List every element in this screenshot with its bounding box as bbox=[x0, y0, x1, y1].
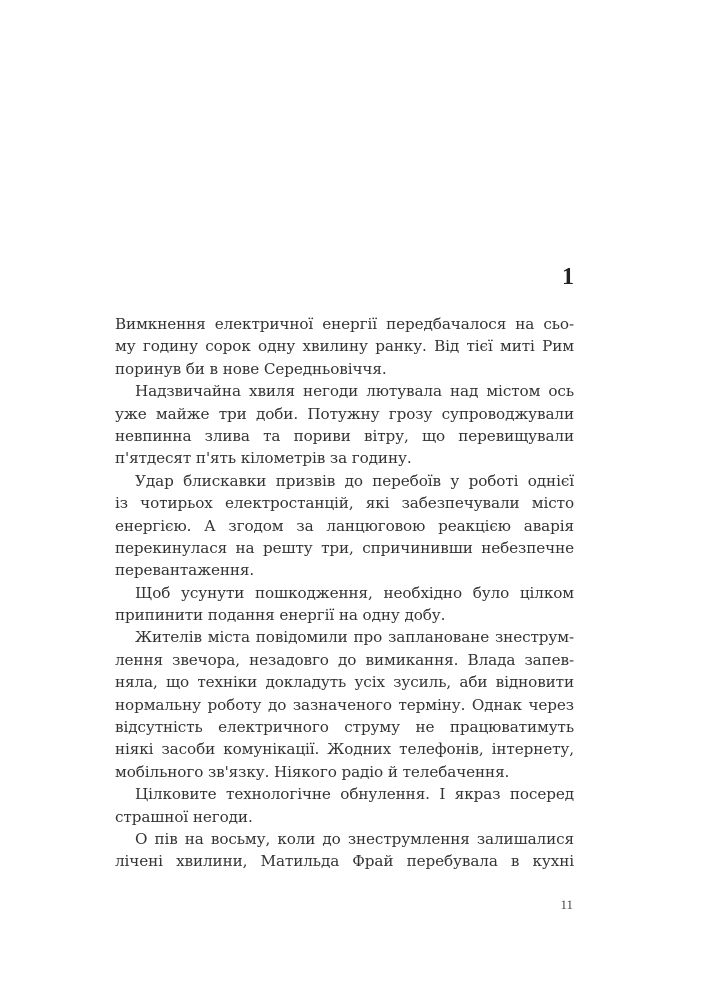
text-line: му годину сорок одну хвилину ранку. Від тієї миті Рим bbox=[115, 337, 574, 356]
page-number: 11 bbox=[560, 897, 573, 912]
text-line: мобільного зв'язку. Ніякого радіо й телебачення. bbox=[115, 762, 510, 781]
text-line: лення звечора, незадовго до вимикання. Влада запев- bbox=[115, 650, 574, 669]
text-line: страшної негоди. bbox=[115, 807, 253, 826]
text-line: поринув би в нове Середньовіччя. bbox=[115, 359, 387, 378]
text-line: нормальну роботу до зазначеного терміну. Однак через bbox=[115, 695, 574, 714]
text-line: Щоб усунути пошкодження, необхідно було цілком bbox=[135, 583, 574, 602]
text-line: ніякі засоби комунікації. Жодних телефонів, інтернету, bbox=[115, 740, 574, 759]
text-line: із чотирьох електростанцій, які забезпечували місто bbox=[115, 494, 574, 513]
text-line: Вимкнення електричної енергії передбачалося на сьо- bbox=[115, 315, 574, 333]
text-line: няла, що техніки докладуть усіх зусиль, аби відновити bbox=[115, 673, 574, 692]
text-line: невпинна злива та пориви вітру, що перевищували bbox=[115, 426, 574, 445]
body-text bbox=[115, 313, 574, 873]
text-line: лічені хвилини, Матильда Фрай перебувала в кухні bbox=[115, 852, 574, 871]
text-line: Цілковите технологічне обнулення. І якраз посеред bbox=[135, 785, 574, 804]
text-line: перевантаження. bbox=[115, 561, 255, 580]
text-line: уже майже три доби. Потужну грозу супроводжували bbox=[115, 404, 574, 423]
chapter-number: 1 bbox=[562, 264, 574, 290]
text-line: Удар блискавки призвів до перебоїв у роботі однієї bbox=[135, 471, 574, 490]
text-line: енергією. А згодом за ланцюговою реакцією аварія bbox=[115, 516, 574, 535]
text-line: Жителів міста повідомили про заплановане знеструм- bbox=[135, 628, 574, 647]
text-line: Надзвичайна хвиля негоди лютувала над містом ось bbox=[135, 382, 574, 401]
text-line: припинити подання енергії на одну добу. bbox=[115, 606, 446, 625]
text-line: перекинулася на решту три, спричинивши небезпечне bbox=[115, 538, 574, 557]
text-line: п'ятдесят п'ять кілометрів за годину. bbox=[115, 449, 412, 468]
text-line: О пів на восьму, коли до знеструмлення залишалися bbox=[135, 829, 574, 848]
text-line: відсутність електричного струму не працюватимуть bbox=[115, 718, 574, 737]
